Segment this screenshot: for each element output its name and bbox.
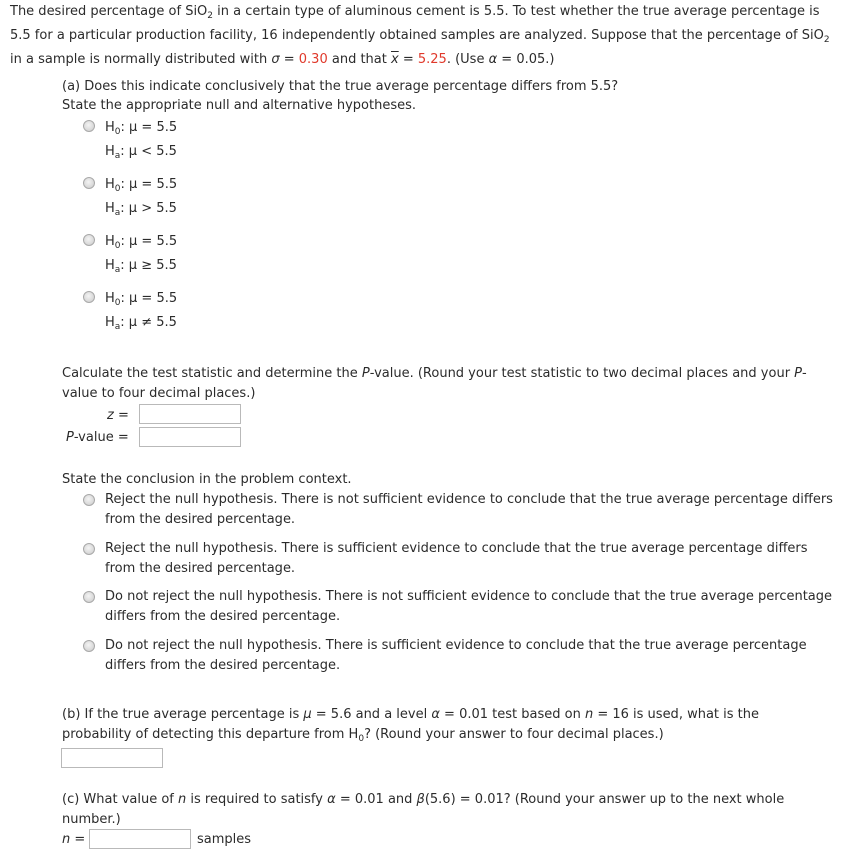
conclusion-option-2: Reject the null hypothesis. There is sufficient evidence to conclude that the true average percentage differs from the desired percentage. [105,541,808,576]
hypothesis-radio-3[interactable] [83,234,95,246]
intro-line-1: The desired percentage of SiO$_2$ in a certain type of aluminous cement is 5.5. To test whether the true average percentage is [10,4,820,21]
conclusion-option-1: Reject the null hypothesis. There is not sufficient evidence to conclude that the true average percentage differs from the desired percentage. [105,492,833,527]
intro-line-3: in a sample is normally distributed with σ = 0.30 and that $\overline{x} = 5.25$. (Use α = 0.05.) [10,52,555,67]
hypothesis-4-ha: $H_a$: μ ≠ 5.5 [105,315,177,332]
z-input[interactable] [139,404,241,424]
calc-instruction-line-1: Calculate the test statistic and determine the P-value. (Round your test statistic to two decimal places and your P- [62,366,807,381]
hypothesis-radio-2[interactable] [83,177,95,189]
hypothesis-3-ha: $H_a$: μ ≥ 5.5 [105,258,177,275]
n-label: n = [62,832,86,847]
part-c-question-line-2: number.) [62,812,121,827]
xbar-value: 5.25 [417,52,447,67]
part-b-answer-input[interactable] [61,748,163,768]
p-value-label: P-value = [66,430,129,445]
samples-unit-label: samples [197,832,252,847]
conclusion-radio-3[interactable] [83,591,95,603]
z-label: z = [107,408,129,423]
hypothesis-4-h0: $H_0$: μ = 5.5 [105,291,178,308]
conclusion-radio-1[interactable] [83,494,95,506]
hypothesis-radio-4[interactable] [83,291,95,303]
conclusion-radio-4[interactable] [83,640,95,652]
part-a-question: (a) Does this indicate conclusively that the true average percentage differs from 5.5? [62,79,619,94]
conclusion-option-3: Do not reject the null hypothesis. There is not sufficient evidence to conclude that the true average percentage differs from the desired percentage. [105,589,833,624]
hypothesis-2-h0: $H_0$: μ = 5.5 [105,177,178,194]
hypothesis-1-h0: $H_0$: μ = 5.5 [105,120,178,137]
xbar-symbol: $\overline{x}$ [391,52,399,67]
conclusion-option-4: Do not reject the null hypothesis. There is sufficient evidence to conclude that the true average percentage differs from the desired percentage. [105,638,807,673]
n-input[interactable] [89,829,191,849]
calc-instruction-line-2: value to four decimal places.) [62,386,256,401]
part-c-question-line-1: (c) What value of n is required to satisfy α = 0.01 and β(5.6) = 0.01? (Round your answer up to the next whole [62,792,785,807]
part-a-instruction: State the appropriate null and alternative hypotheses. [62,98,416,113]
sigma-value: 0.30 [298,52,328,67]
hypothesis-1-ha: $H_a$: μ < 5.5 [105,144,177,161]
intro-line-2: 5.5 for a particular production facility, 16 independently obtained samples are analyzed. Suppose that the percentage of SiO$_2$ [10,28,830,45]
conclusion-prompt: State the conclusion in the problem context. [62,472,352,487]
p-value-input[interactable] [139,427,241,447]
part-b-question-line-2: probability of detecting this departure from $H_0$? (Round your answer to four decimal places.) [62,727,664,744]
hypothesis-2-ha: $H_a$: μ > 5.5 [105,201,177,218]
hypothesis-3-h0: $H_0$: μ = 5.5 [105,234,178,251]
part-b-question-line-1: (b) If the true average percentage is μ = 5.6 and a level α = 0.01 test based on n = 16 is used, what is the [62,707,759,722]
conclusion-radio-2[interactable] [83,543,95,555]
hypothesis-radio-1[interactable] [83,120,95,132]
